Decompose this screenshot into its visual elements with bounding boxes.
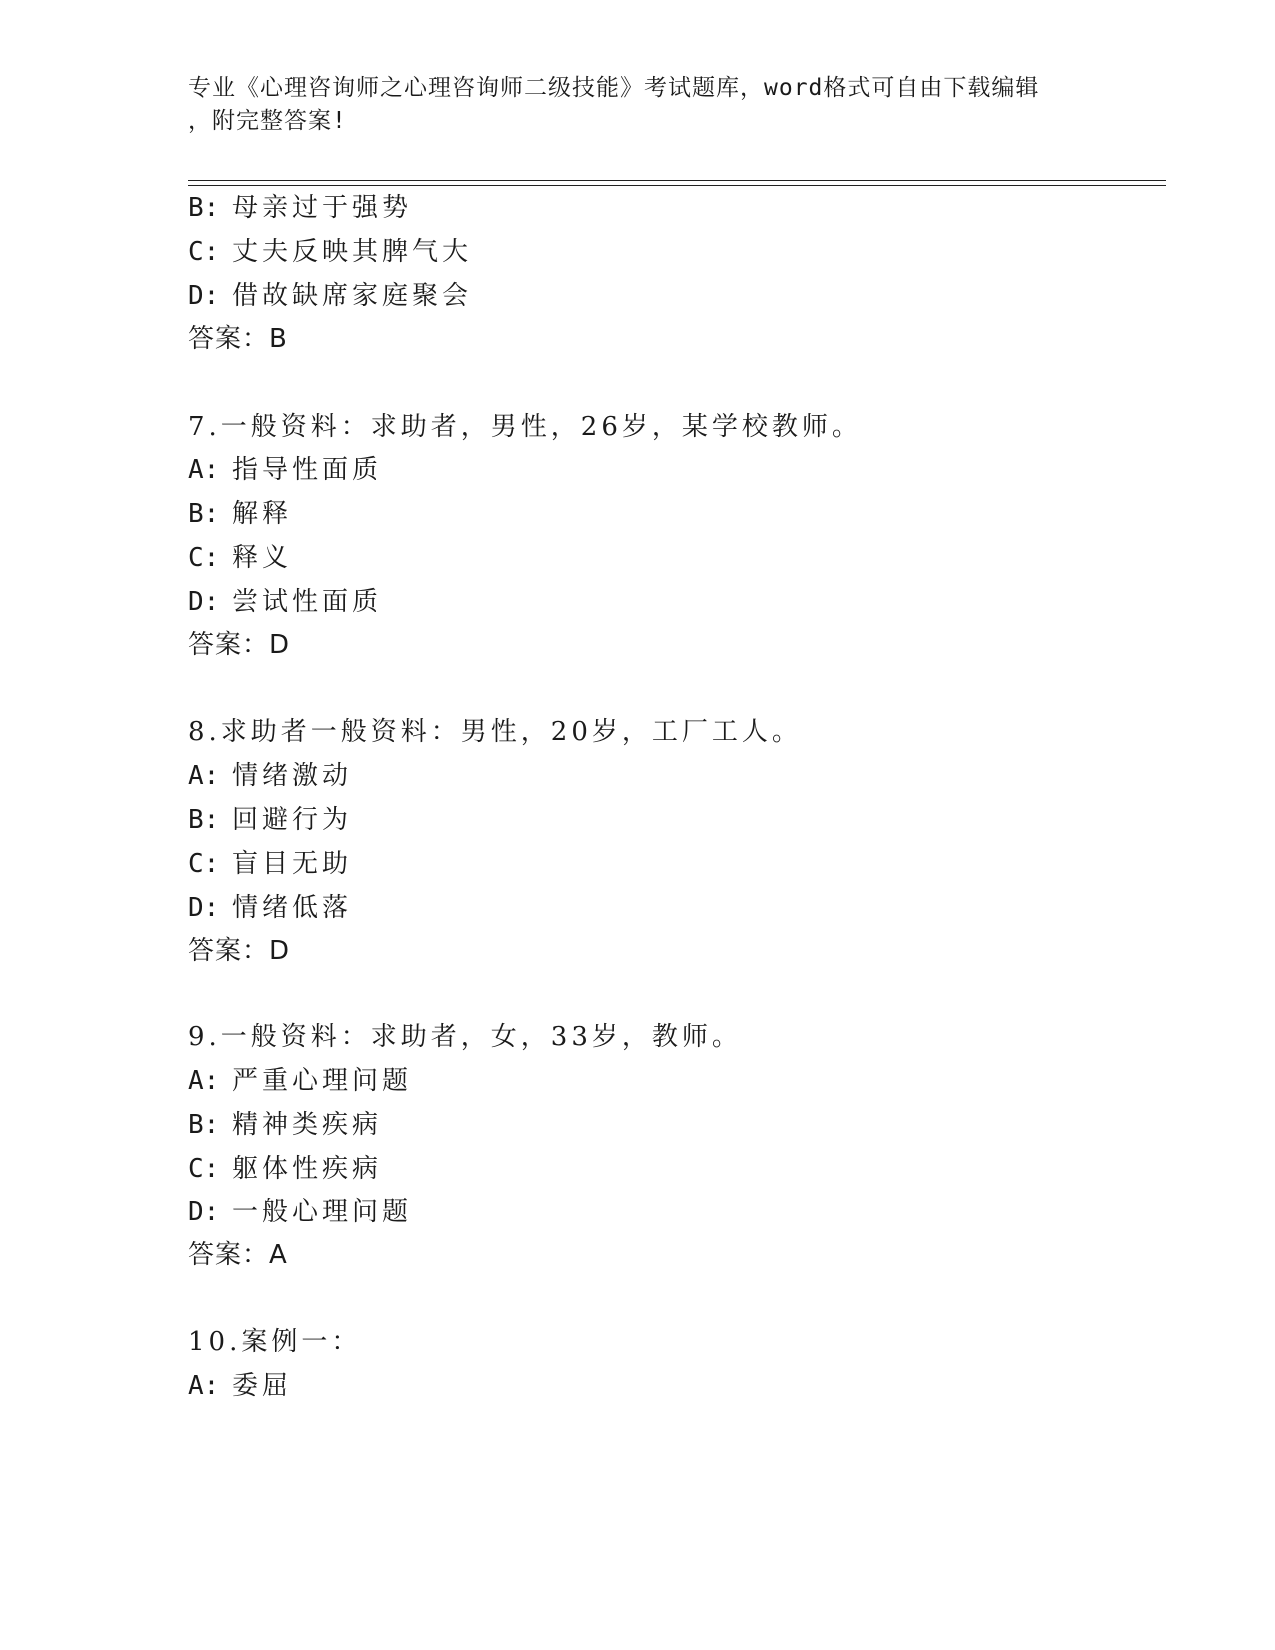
q6-option-d: [188, 280, 472, 312]
q9-option-b: [188, 1109, 382, 1141]
q10-option-a: [188, 1370, 292, 1402]
q7-option-c: [188, 542, 292, 574]
q7-answer: 答案：D: [188, 630, 291, 660]
header-line-2: ，附完整答案!: [188, 108, 347, 134]
header-divider-top: [188, 180, 1166, 181]
option-text: 一般心理问题: [232, 1197, 413, 1227]
option-text: 盲目无助: [232, 849, 353, 879]
option-prefix: B:: [188, 805, 220, 835]
q6-option-c: [188, 236, 472, 268]
option-prefix: C:: [188, 1154, 220, 1184]
q8-option-c: [188, 848, 352, 880]
option-text: 委屈: [232, 1371, 293, 1401]
option-text: 指导性面质: [232, 455, 383, 485]
option-prefix: B:: [188, 1110, 220, 1140]
q6-answer: 答案：B: [188, 324, 288, 354]
q8-answer: 答案：D: [188, 936, 291, 966]
option-prefix: D:: [188, 1197, 220, 1227]
document-header: [188, 72, 1068, 138]
option-text: 释义: [232, 543, 293, 573]
q9-answer: 答案：A: [188, 1240, 288, 1270]
q8-question: 8.求助者一般资料：男性，20岁，工厂工人。: [188, 717, 802, 747]
option-prefix: C:: [188, 543, 220, 573]
q6-option-b: [188, 192, 412, 224]
option-text: 躯体性疾病: [232, 1154, 383, 1184]
q9-option-d: [188, 1196, 412, 1228]
q10-question: 10.案例一：: [188, 1327, 362, 1357]
option-prefix: A:: [188, 761, 220, 791]
q9-option-a: [188, 1065, 412, 1097]
header-divider-bottom: [188, 185, 1166, 186]
option-text: 母亲过于强势: [232, 193, 413, 223]
q7-option-a: [188, 454, 382, 486]
option-prefix: A:: [188, 1066, 220, 1096]
option-prefix: B:: [188, 193, 220, 223]
option-text: 丈夫反映其脾气大: [232, 237, 473, 267]
option-text: 情绪低落: [232, 893, 353, 923]
header-line-1: 专业《心理咨询师之心理咨询师二级技能》考试题库，word格式可自由下载编辑: [188, 75, 1040, 101]
option-prefix: A:: [188, 1371, 220, 1401]
option-prefix: A:: [188, 455, 220, 485]
option-prefix: B:: [188, 499, 220, 529]
q7-option-d: [188, 586, 382, 618]
option-text: 情绪激动: [232, 761, 353, 791]
option-text: 精神类疾病: [232, 1110, 383, 1140]
option-prefix: D:: [188, 893, 220, 923]
option-prefix: D:: [188, 281, 220, 311]
option-text: 解释: [232, 499, 293, 529]
option-text: 严重心理问题: [232, 1066, 413, 1096]
q9-option-c: [188, 1153, 382, 1185]
q7-question: 7.一般资料：求助者，男性，26岁，某学校教师。: [188, 412, 862, 442]
option-prefix: C:: [188, 237, 220, 267]
q7-option-b: [188, 498, 292, 530]
option-prefix: D:: [188, 587, 220, 617]
q8-option-d: [188, 892, 352, 924]
option-prefix: C:: [188, 849, 220, 879]
q9-question: 9.一般资料：求助者，女，33岁，教师。: [188, 1022, 742, 1052]
option-text: 尝试性面质: [232, 587, 383, 617]
option-text: 借故缺席家庭聚会: [232, 281, 473, 311]
option-text: 回避行为: [232, 805, 353, 835]
q8-option-b: [188, 804, 352, 836]
q8-option-a: [188, 760, 352, 792]
